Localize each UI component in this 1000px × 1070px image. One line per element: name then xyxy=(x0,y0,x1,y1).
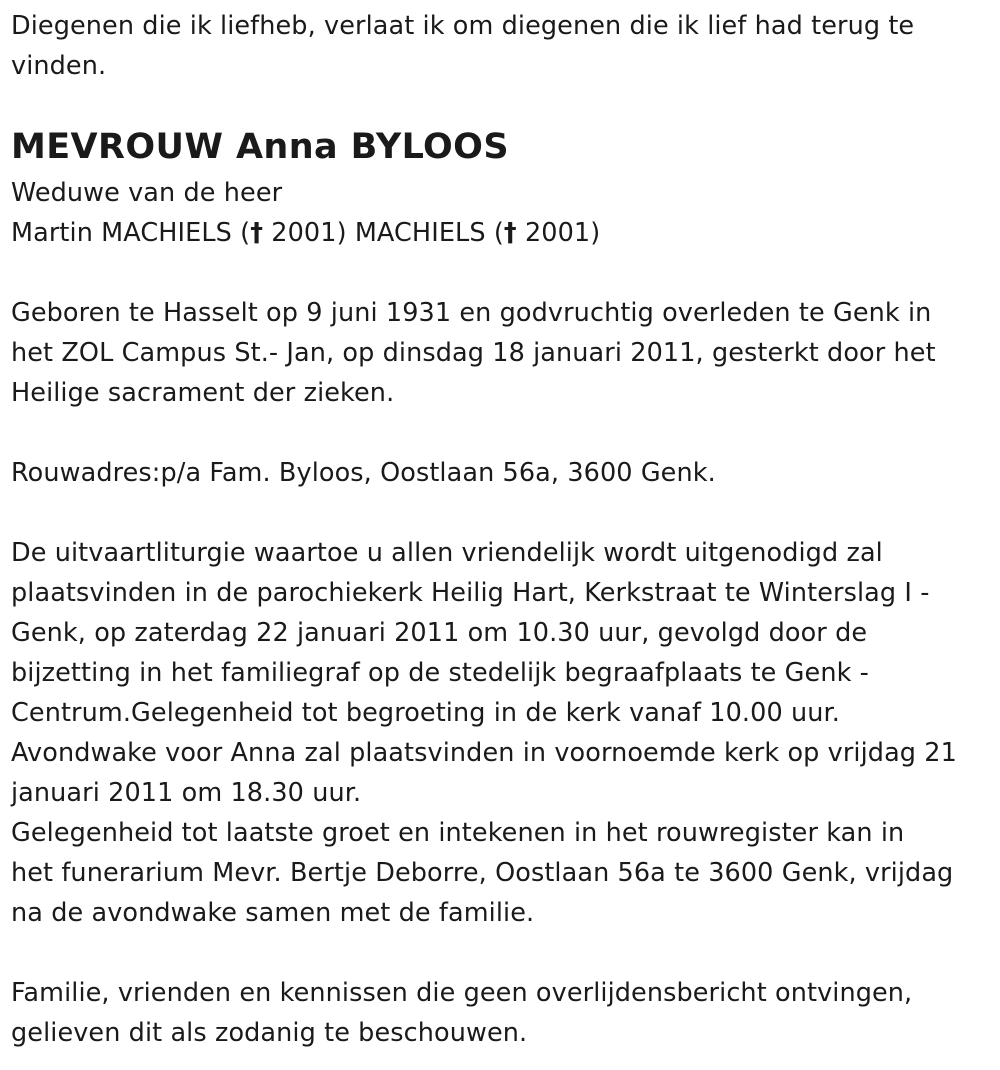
funeral-line: Gelegenheid tot laatste groet en intekenen in het rouwregister kan in xyxy=(11,818,905,848)
funeral-line: januari 2011 om 18.30 uur. xyxy=(11,778,362,808)
funeral-line: Centrum.Gelegenheid tot begroeting in de kerk vanaf 10.00 uur. xyxy=(11,698,840,728)
spacer xyxy=(11,253,996,293)
spouse-intro: Weduwe van de heer xyxy=(11,178,283,208)
funeral-line: De uitvaartliturgie waartoe u allen vriendelijk wordt uitgenodigd zal xyxy=(11,538,883,568)
address-paragraph xyxy=(11,453,996,493)
cross-icon: † xyxy=(250,218,264,248)
motto-line: Diegenen die ik liefheb, verlaat ik om diegenen die ik lief had terug te xyxy=(11,11,915,41)
birth-line: het ZOL Campus St.- Jan, op dinsdag 18 januari 2011, gesterkt door het xyxy=(11,338,936,368)
spouse-year-text: 2001) MACHIELS ( xyxy=(263,218,504,248)
spouse-name-line xyxy=(11,213,996,253)
motto-line: vinden. xyxy=(11,51,107,81)
funeral-line: na de avondwake samen met de familie. xyxy=(11,898,535,928)
motto-paragraph xyxy=(11,6,996,86)
funeral-line: plaatsvinden in de parochiekerk Heilig Hart, Kerkstraat te Winterslag I - xyxy=(11,578,930,608)
spacer xyxy=(11,933,996,973)
spouse-name-text: Martin MACHIELS ( xyxy=(11,218,251,248)
closing-paragraph xyxy=(11,973,996,1053)
deceased-name-title: MEVROUW Anna BYLOOS xyxy=(11,127,509,167)
closing-line: Familie, vrienden en kennissen die geen overlijdensbericht ontvingen, xyxy=(11,978,913,1008)
birth-paragraph xyxy=(11,293,996,413)
cross-icon: † xyxy=(503,218,517,248)
spacer xyxy=(11,493,996,533)
obituary-document xyxy=(11,6,996,1053)
funeral-paragraph xyxy=(11,533,996,933)
mourning-address: Rouwadres:p/a Fam. Byloos, Oostlaan 56a, 3600 Genk. xyxy=(11,458,716,488)
funeral-line: bijzetting in het familiegraf op de stedelijk begraafplaats te Genk - xyxy=(11,658,869,688)
funeral-line: Avondwake voor Anna zal plaatsvinden in voornoemde kerk op vrijdag 21 xyxy=(11,738,957,768)
birth-line: Geboren te Hasselt op 9 juni 1931 en godvruchtig overleden te Genk in xyxy=(11,298,932,328)
closing-line: gelieven dit als zodanig te beschouwen. xyxy=(11,1018,528,1048)
spouse-year-text: 2001) xyxy=(516,218,601,248)
funeral-line: het funerarium Mevr. Bertje Deborre, Oostlaan 56a te 3600 Genk, vrijdag xyxy=(11,858,954,888)
spacer xyxy=(11,413,996,453)
funeral-line: Genk, op zaterdag 22 januari 2011 om 10.30 uur, gevolgd door de xyxy=(11,618,868,648)
spouse-paragraph xyxy=(11,173,996,253)
birth-line: Heilige sacrament der zieken. xyxy=(11,378,395,408)
